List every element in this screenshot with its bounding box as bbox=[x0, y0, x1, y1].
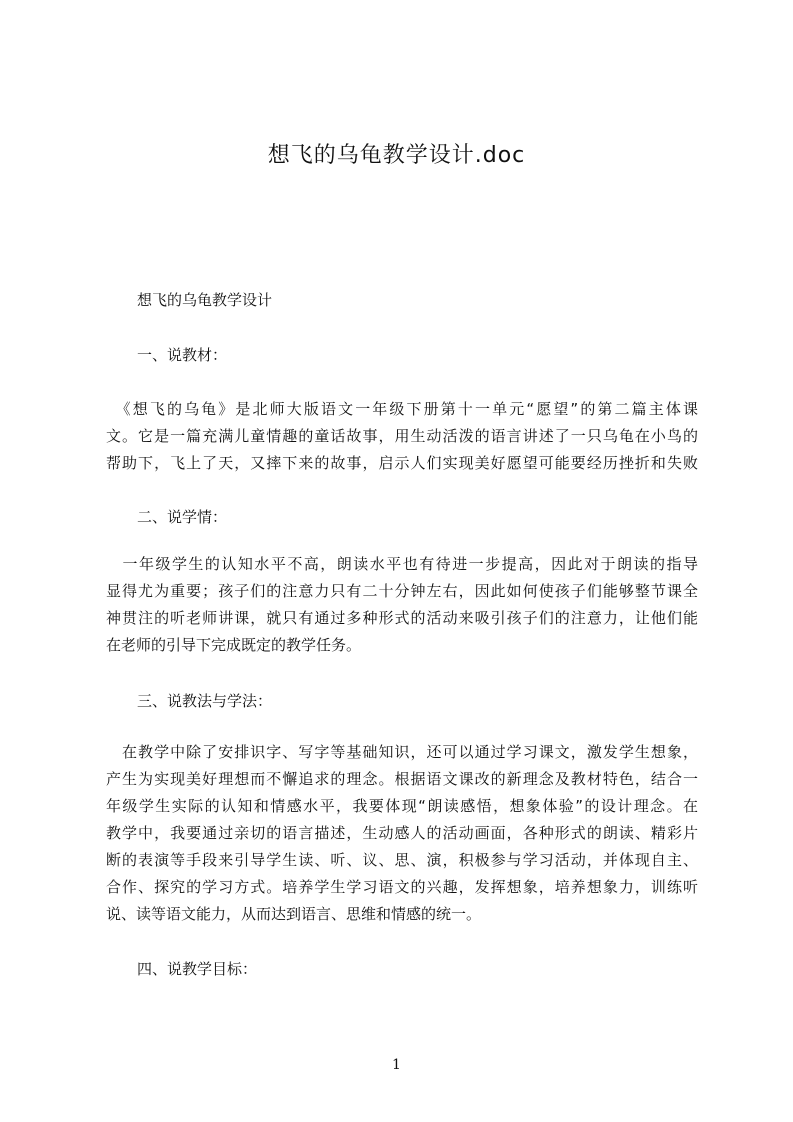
paragraph-line: 帮助下，飞上了天，又摔下来的故事，启示人们实现美好愿望可能要经历挫折和失败 bbox=[106, 454, 698, 472]
paragraph-line: 合作、探究的学习方式。培养学生学习语文的兴趣，发挥想象，培养想象力，训练听 bbox=[106, 878, 698, 896]
paragraph-line: 断的表演等手段来引导学生读、听、议、思、演，积极参与学习活动，并体现自主、 bbox=[106, 851, 698, 869]
paragraph-line: 教学中，我要通过亲切的语言描述，生动感人的活动画面，各种形式的朗读、精彩片 bbox=[106, 824, 698, 842]
document-subtitle: 想飞的乌龟教学设计 bbox=[137, 291, 273, 309]
paragraph-line: 年级学生实际的认知和情感水平，我要体现“朗读感悟，想象体验”的设计理念。在 bbox=[106, 797, 698, 815]
section-heading-textbook: 一、说教材： bbox=[137, 346, 228, 364]
paragraph-line: 文。它是一篇充满儿童情趣的童话故事，用生动活泼的语言讲述了一只乌龟在小鸟的 bbox=[106, 427, 698, 445]
page-number: 1 bbox=[392, 1057, 401, 1073]
paragraph-line: 在老师的引导下完成既定的教学任务。 bbox=[106, 636, 362, 654]
paragraph-line: 在教学中除了安排识字、写字等基础知识，还可以通过学习课文，激发学生想象， bbox=[106, 743, 698, 761]
paragraph-line: 《想飞的乌龟》是北师大版语文一年级下册第十一单元“愿望”的第二篇主体课 bbox=[106, 400, 698, 418]
paragraph-line: 说、读等语文能力，从而达到语言、思维和情感的统一。 bbox=[106, 905, 482, 923]
document-title: 想飞的乌龟教学设计.doc bbox=[267, 143, 526, 168]
section-heading-objectives: 四、说教学目标： bbox=[137, 960, 258, 978]
paragraph-line: 显得尤为重要；孩子们的注意力只有二十分钟左右，因此如何使孩子们能够整节课全 bbox=[106, 582, 698, 600]
paragraph-line: 一年级学生的认知水平不高，朗读水平也有待进一步提高，因此对于朗读的指导 bbox=[106, 555, 698, 573]
section-heading-students: 二、说学情： bbox=[137, 508, 228, 526]
paragraph-line: 神贯注的听老师讲课，就只有通过多种形式的活动来吸引孩子们的注意力，让他们能 bbox=[106, 609, 698, 627]
section-heading-methods: 三、说教法与学法： bbox=[137, 692, 273, 710]
paragraph-line: 产生为实现美好理想而不懈追求的理念。根据语文课改的新理念及教材特色，结合一 bbox=[106, 770, 698, 788]
